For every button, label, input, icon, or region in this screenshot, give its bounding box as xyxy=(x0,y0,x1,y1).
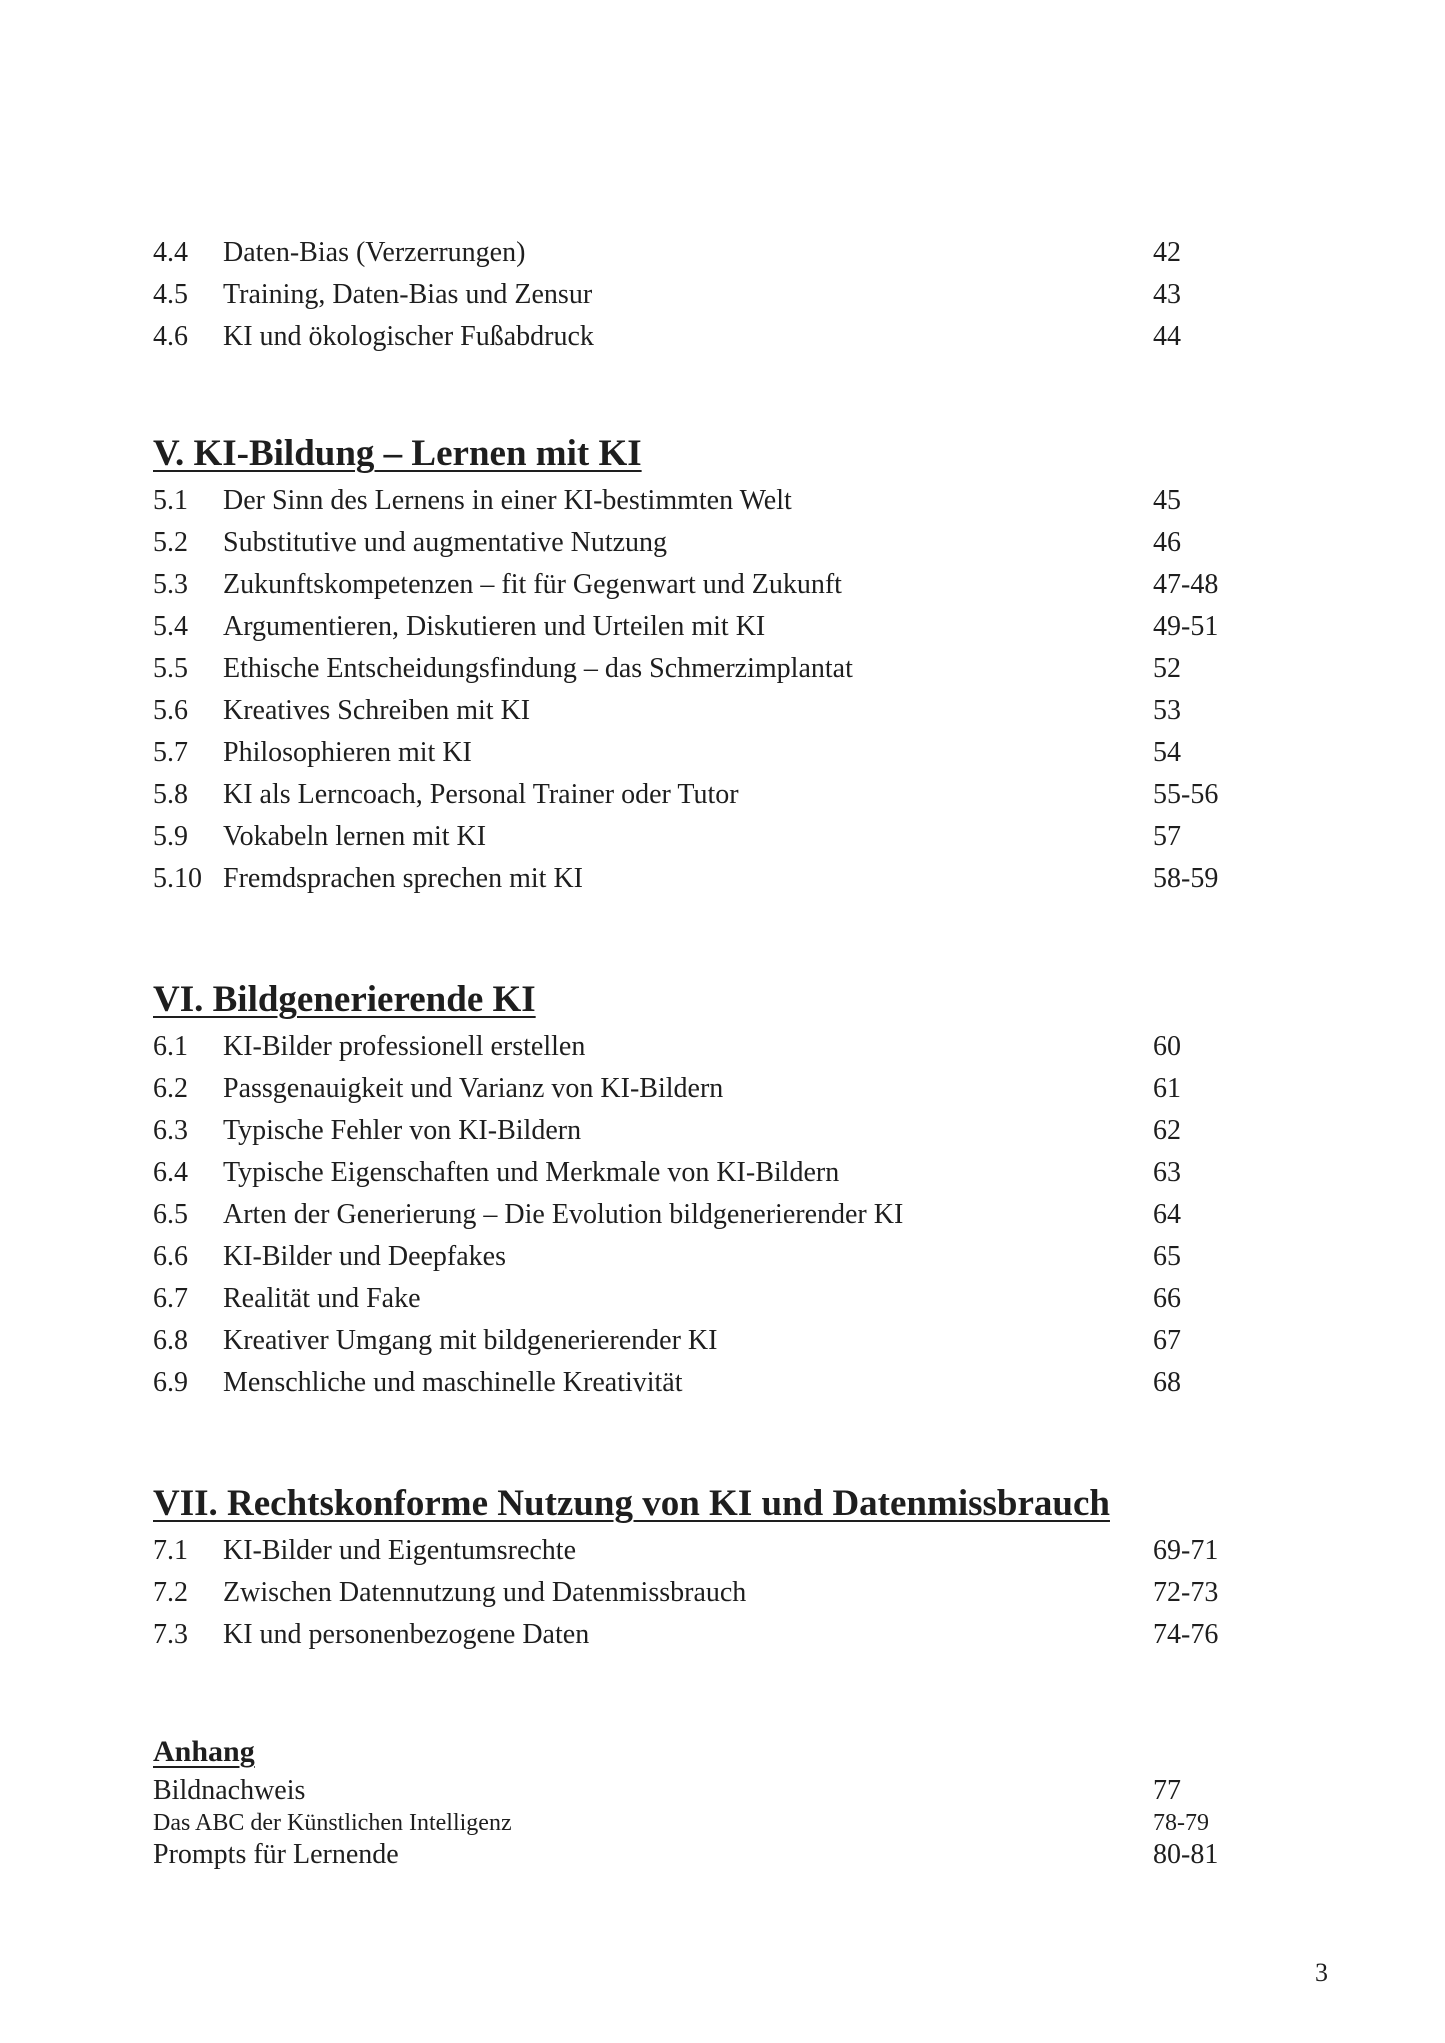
entry-title: KI-Bilder und Eigentumsrechte xyxy=(223,1535,577,1566)
entry-number: 5.6 xyxy=(153,695,188,726)
toc-entry xyxy=(153,858,1233,900)
toc-section-4-tail xyxy=(153,232,1233,358)
entry-page: 77 xyxy=(1153,1775,1181,1806)
entry-number: 4.4 xyxy=(153,237,188,268)
toc-entry xyxy=(153,1614,1233,1656)
entry-title: Argumentieren, Diskutieren und Urteilen mit KI xyxy=(223,611,766,642)
entry-page: 66 xyxy=(1153,1283,1181,1314)
chapter-heading: V. KI-Bildung – Lernen mit KI xyxy=(153,433,642,474)
entry-title: Menschliche und maschinelle Kreativität xyxy=(223,1367,683,1398)
toc-entry xyxy=(153,522,1233,564)
entry-title: Das ABC der Künstlichen Intelligenz xyxy=(153,1810,512,1836)
entry-page: 67 xyxy=(1153,1325,1181,1356)
entry-page: 57 xyxy=(1153,821,1181,852)
entry-page: 42 xyxy=(1153,237,1181,268)
entry-title: Passgenauigkeit und Varianz von KI-Bildern xyxy=(223,1073,724,1104)
entry-number: 7.1 xyxy=(153,1535,188,1566)
toc-entry xyxy=(153,480,1233,522)
entry-title: Vokabeln lernen mit KI xyxy=(223,821,487,852)
entry-title: Fremdsprachen sprechen mit KI xyxy=(223,863,583,894)
entry-number: 6.6 xyxy=(153,1241,188,1272)
entry-number: 6.5 xyxy=(153,1199,188,1230)
appendix-heading: Anhang xyxy=(153,1735,255,1768)
entry-page: 49-51 xyxy=(1153,611,1219,642)
entry-page: 52 xyxy=(1153,653,1181,684)
entry-page: 78-79 xyxy=(1153,1810,1209,1836)
entry-page: 58-59 xyxy=(1153,863,1219,894)
toc-chapter-6 xyxy=(153,974,1233,1404)
toc-entry xyxy=(153,1808,1233,1838)
toc-entry xyxy=(153,274,1233,316)
entry-page: 45 xyxy=(1153,485,1181,516)
toc-entry xyxy=(153,1572,1233,1614)
entry-page: 47-48 xyxy=(1153,569,1219,600)
toc-entry xyxy=(153,1774,1233,1808)
entry-title: Zwischen Datennutzung und Datenmissbrauch xyxy=(223,1577,747,1608)
toc-entry xyxy=(153,816,1233,858)
entry-title: Substitutive und augmentative Nutzung xyxy=(223,527,668,558)
toc-entry xyxy=(153,1236,1233,1278)
entry-page: 63 xyxy=(1153,1157,1181,1188)
entry-page: 60 xyxy=(1153,1031,1181,1062)
toc-entry xyxy=(153,1068,1233,1110)
page-number: 3 xyxy=(1315,1958,1328,1987)
entry-title: Realität und Fake xyxy=(223,1283,421,1314)
entry-page: 72-73 xyxy=(1153,1577,1219,1608)
entry-number: 5.8 xyxy=(153,779,188,810)
toc-entry xyxy=(153,1110,1233,1152)
entry-title: Prompts für Lernende xyxy=(153,1839,399,1870)
toc-entry xyxy=(153,690,1233,732)
toc-entry xyxy=(153,1530,1233,1572)
entry-page: 69-71 xyxy=(1153,1535,1219,1566)
toc-entry xyxy=(153,648,1233,690)
entry-title: Daten-Bias (Verzerrungen) xyxy=(223,237,526,268)
toc-entry xyxy=(153,1152,1233,1194)
toc-entry xyxy=(153,1320,1233,1362)
entry-title: Arten der Generierung – Die Evolution bildgenerierender KI xyxy=(223,1199,904,1230)
toc-entry xyxy=(153,316,1233,358)
entry-number: 4.6 xyxy=(153,321,188,352)
entry-number: 5.9 xyxy=(153,821,188,852)
entry-number: 4.5 xyxy=(153,279,188,310)
entry-page: 65 xyxy=(1153,1241,1181,1272)
entry-title: KI-Bilder und Deepfakes xyxy=(223,1241,507,1272)
chapter-heading: VI. Bildgenerierende KI xyxy=(153,979,536,1020)
entry-title: Philosophieren mit KI xyxy=(223,737,472,768)
entry-number: 7.2 xyxy=(153,1577,188,1608)
entry-page: 80-81 xyxy=(1153,1839,1219,1870)
toc-entry xyxy=(153,1278,1233,1320)
entry-number: 6.1 xyxy=(153,1031,188,1062)
toc-entry xyxy=(153,1838,1233,1872)
toc-chapter-5 xyxy=(153,428,1233,900)
entry-title: Zukunftskompetenzen – fit für Gegenwart und Zukunft xyxy=(223,569,842,600)
entry-title: Typische Fehler von KI-Bildern xyxy=(223,1115,582,1146)
entry-title: KI als Lerncoach, Personal Trainer oder Tutor xyxy=(223,779,739,810)
toc-appendix xyxy=(153,1730,1233,1872)
chapter-heading: VII. Rechtskonforme Nutzung von KI und Datenmissbrauch xyxy=(153,1483,1110,1524)
entry-title: Training, Daten-Bias und Zensur xyxy=(223,279,593,310)
entry-number: 5.5 xyxy=(153,653,188,684)
toc-entry xyxy=(153,564,1233,606)
toc-entry xyxy=(153,606,1233,648)
entry-number: 6.8 xyxy=(153,1325,188,1356)
entry-number: 5.7 xyxy=(153,737,188,768)
entry-number: 5.3 xyxy=(153,569,188,600)
entry-number: 5.1 xyxy=(153,485,188,516)
entry-number: 6.3 xyxy=(153,1115,188,1146)
entry-number: 7.3 xyxy=(153,1619,188,1650)
entry-title: Bildnachweis xyxy=(153,1775,306,1806)
entry-number: 5.10 xyxy=(153,863,202,894)
entry-number: 5.2 xyxy=(153,527,188,558)
entry-page: 74-76 xyxy=(1153,1619,1219,1650)
entry-title: KI und personenbezogene Daten xyxy=(223,1619,590,1650)
entry-title: KI und ökologischer Fußabdruck xyxy=(223,321,594,352)
entry-number: 6.2 xyxy=(153,1073,188,1104)
entry-title: KI-Bilder professionell erstellen xyxy=(223,1031,586,1062)
toc-entry xyxy=(153,1362,1233,1404)
entry-title: Der Sinn des Lernens in einer KI-bestimmten Welt xyxy=(223,485,792,516)
entry-page: 64 xyxy=(1153,1199,1181,1230)
entry-number: 6.7 xyxy=(153,1283,188,1314)
toc-entry xyxy=(153,1026,1233,1068)
toc-entry xyxy=(153,774,1233,816)
toc-entry xyxy=(153,732,1233,774)
entry-title: Kreativer Umgang mit bildgenerierender KI xyxy=(223,1325,718,1356)
entry-title: Typische Eigenschaften und Merkmale von KI-Bildern xyxy=(223,1157,840,1188)
entry-page: 61 xyxy=(1153,1073,1181,1104)
entry-page: 68 xyxy=(1153,1367,1181,1398)
entry-page: 54 xyxy=(1153,737,1181,768)
entry-page: 62 xyxy=(1153,1115,1181,1146)
toc-entry xyxy=(153,232,1233,274)
entry-page: 46 xyxy=(1153,527,1181,558)
entry-page: 44 xyxy=(1153,321,1181,352)
entry-number: 6.4 xyxy=(153,1157,188,1188)
toc-entry xyxy=(153,1194,1233,1236)
entry-page: 55-56 xyxy=(1153,779,1219,810)
entry-number: 6.9 xyxy=(153,1367,188,1398)
entry-title: Kreatives Schreiben mit KI xyxy=(223,695,531,726)
toc-chapter-7 xyxy=(153,1478,1233,1656)
entry-title: Ethische Entscheidungsfindung – das Schmerzimplantat xyxy=(223,653,853,684)
entry-page: 53 xyxy=(1153,695,1181,726)
entry-number: 5.4 xyxy=(153,611,188,642)
entry-page: 43 xyxy=(1153,279,1181,310)
